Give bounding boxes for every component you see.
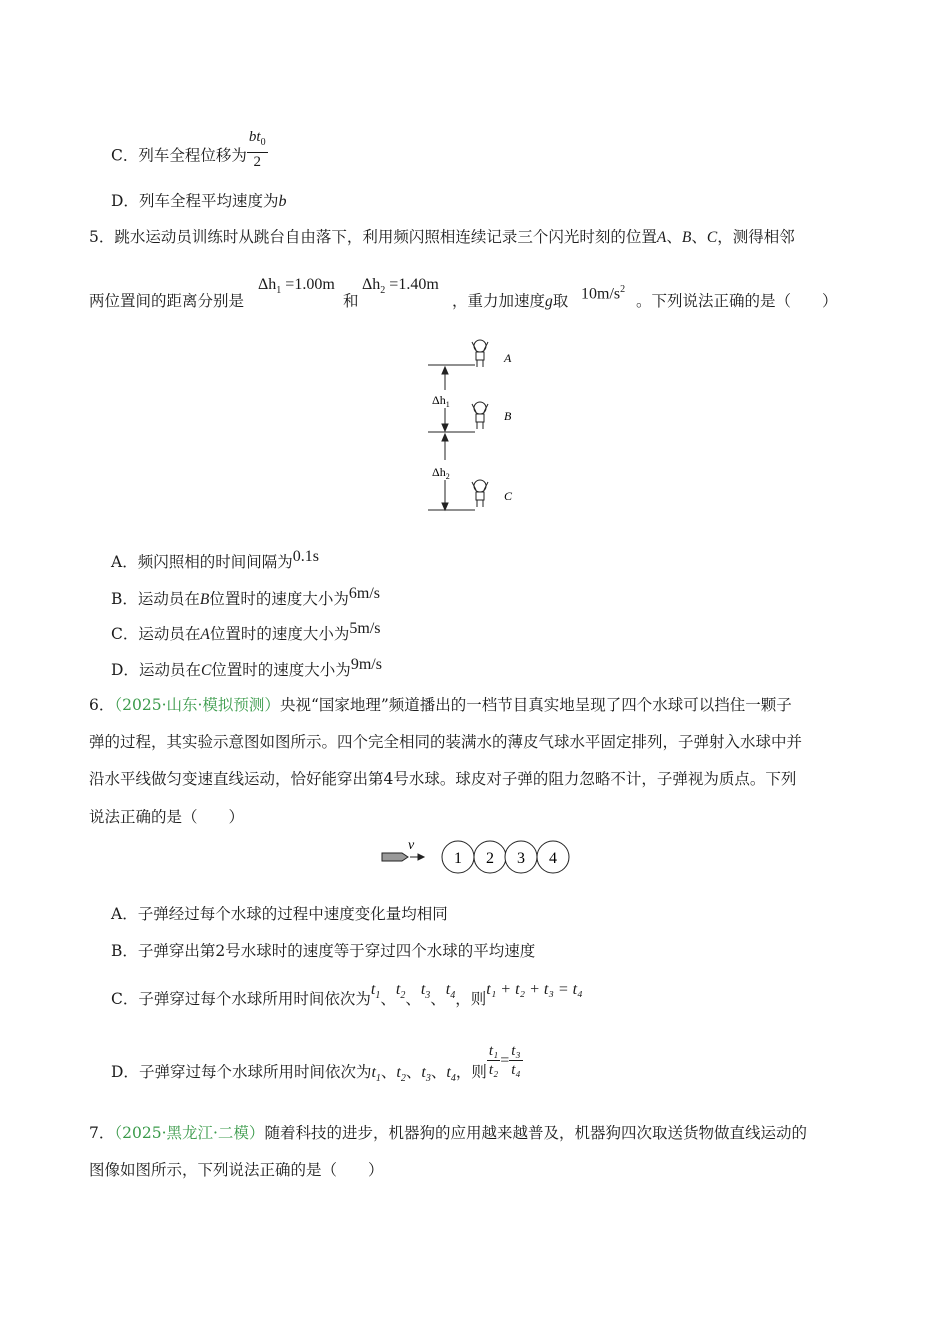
t4: $t_4$ bbox=[445, 981, 456, 1002]
option-text: 子弹经过每个水球的过程中速度变化量均相同 bbox=[137, 905, 448, 923]
value: 10m/s bbox=[581, 285, 621, 303]
q6-stem-line1 bbox=[89, 694, 792, 716]
t2: $t_2$ bbox=[395, 981, 406, 1002]
option-text: ，则 bbox=[455, 990, 487, 1008]
ball-3: 3 bbox=[517, 850, 525, 867]
t3: $t_3$ bbox=[421, 1064, 431, 1085]
velocity-label: v bbox=[408, 838, 415, 853]
q7-stem-line1 bbox=[89, 1122, 807, 1144]
option-label: D． bbox=[111, 661, 139, 679]
option-label: B． bbox=[111, 942, 138, 960]
stem-text: 。下列说法正确的是（ ） bbox=[636, 292, 838, 310]
delta-h: Δh bbox=[258, 276, 277, 293]
option-text: 频闪照相的时间间隔为 bbox=[137, 553, 293, 571]
value: =1.00m bbox=[285, 276, 335, 293]
q5-stem-line2d bbox=[636, 290, 838, 312]
question-number: 5． bbox=[89, 228, 115, 246]
point-label: C bbox=[706, 229, 718, 246]
fraction-right: $\frac{\text{t₃}}{\text{t₄}}$ bbox=[511, 1042, 521, 1078]
option-text: 子弹穿过每个水球所用时间依次为 bbox=[138, 990, 371, 1008]
separator: 、 bbox=[430, 1063, 447, 1081]
delta-h: Δh bbox=[362, 276, 381, 293]
option-label: C． bbox=[111, 146, 139, 165]
stem-text: ，重力加速度 bbox=[452, 292, 546, 310]
frac-denominator: 2 bbox=[253, 154, 261, 170]
stem-text: 两位置间的距离分别是 bbox=[89, 292, 245, 310]
diver-figure bbox=[420, 330, 530, 515]
fraction-left: $\frac{\text{t₁}}{\text{t₂}}$ bbox=[488, 1042, 499, 1078]
ball-2: 2 bbox=[486, 850, 494, 867]
option-label: A． bbox=[111, 553, 138, 571]
t1: $t_1$ bbox=[371, 1064, 381, 1085]
value: =1.40m bbox=[389, 276, 439, 293]
separator: 、 bbox=[405, 1063, 422, 1081]
stem-text: 说法正确的是（ ） bbox=[89, 808, 245, 826]
q6-option-c[interactable] bbox=[111, 981, 583, 1017]
separator: 、 bbox=[691, 228, 707, 246]
stem-text: 随着科技的进步，机器狗的应用越来越普及，机器狗四次取送货物做直线运动的 bbox=[264, 1124, 807, 1142]
q6-stem-line2 bbox=[89, 731, 802, 753]
option-text: 运动员在 bbox=[138, 661, 201, 679]
option-text: 位置时的速度大小为 bbox=[209, 625, 350, 643]
point-label: A bbox=[656, 229, 667, 246]
q4-option-d[interactable] bbox=[111, 190, 286, 213]
point-label: C bbox=[200, 662, 212, 679]
t2: $t_2$ bbox=[396, 1064, 406, 1085]
option-value: 6m/s bbox=[348, 585, 381, 602]
option-label: A． bbox=[111, 905, 138, 923]
option-value: 5m/s bbox=[349, 620, 381, 637]
q5-option-d[interactable] bbox=[111, 656, 382, 682]
stem-text: 取 bbox=[552, 292, 569, 310]
stem-text: ，测得相邻 bbox=[717, 228, 795, 246]
q6-option-d[interactable] bbox=[111, 1042, 523, 1090]
variable: g bbox=[545, 293, 553, 310]
dh2-expression bbox=[362, 274, 439, 302]
option-text: 子弹穿出第2号水球时的速度等于穿过四个水球的平均速度 bbox=[137, 942, 536, 960]
source-tag: （2025·山东·模拟预测） bbox=[114, 696, 280, 714]
point-label: B bbox=[199, 591, 210, 608]
option-text: 列车全程位移为 bbox=[138, 146, 247, 165]
dh1-expression bbox=[258, 274, 335, 302]
option-text: 运动员在 bbox=[137, 590, 200, 608]
subscript: 1 bbox=[276, 285, 282, 297]
stem-text: 弹的过程，其实验示意图如图所示。四个完全相同的装满水的薄皮气球水平固定排列，子弹射入水球中并 bbox=[89, 733, 803, 751]
option-text: ，则 bbox=[455, 1063, 487, 1081]
frac-sub: 0 bbox=[260, 137, 266, 148]
q5-stem-line2 bbox=[89, 290, 244, 312]
q6-option-b[interactable] bbox=[111, 940, 535, 962]
option-value: 9m/s bbox=[350, 656, 382, 673]
option-label: C． bbox=[111, 625, 139, 643]
option-text: 子弹穿过每个水球所用时间依次为 bbox=[138, 1063, 372, 1081]
fraction bbox=[247, 128, 268, 171]
t3: $t_3$ bbox=[420, 981, 431, 1002]
ball-4: 4 bbox=[549, 850, 557, 867]
q5-option-c[interactable] bbox=[111, 620, 381, 646]
q6-option-a[interactable] bbox=[111, 903, 448, 925]
fig-dh1: $\Delta h_1$ bbox=[432, 393, 450, 409]
option-value: 0.1s bbox=[292, 548, 319, 565]
fig-label-b: B bbox=[504, 409, 512, 423]
point-label: A bbox=[200, 626, 210, 643]
subscript: 2 bbox=[380, 285, 386, 297]
option-text: 位置时的速度大小为 bbox=[209, 590, 349, 608]
option-label: D． bbox=[111, 1063, 139, 1081]
q5-option-b[interactable] bbox=[111, 585, 381, 611]
fig-dh2: $\Delta h_2$ bbox=[432, 465, 450, 481]
frac-numerator: bt bbox=[248, 129, 261, 145]
superscript: 2 bbox=[620, 284, 626, 295]
fig-label-c: C bbox=[504, 489, 513, 503]
q5-stem-line1 bbox=[89, 226, 795, 249]
stem-text: 图像如图所示，下列说法正确的是（ ） bbox=[89, 1161, 384, 1179]
water-balls-figure bbox=[378, 836, 573, 878]
option-text: 运动员在 bbox=[138, 625, 201, 643]
source-tag: （2025·黑龙江·二模） bbox=[114, 1124, 265, 1142]
equation: t₁ + t₂ + t₃ = t₄ bbox=[486, 981, 583, 998]
g-value bbox=[581, 279, 625, 305]
q4-option-c[interactable] bbox=[111, 129, 268, 171]
separator: 、 bbox=[380, 1063, 397, 1081]
stem-text: 沿水平线做匀变速直线运动，恰好能穿出第4号水球。球皮对子弹的阻力忽略不计，子弹视为质点。下列 bbox=[89, 770, 797, 788]
fig-label-a: A bbox=[504, 351, 512, 365]
and-text bbox=[343, 290, 359, 312]
q6-stem-line4 bbox=[89, 806, 244, 828]
q5-stem-line2b bbox=[452, 290, 568, 313]
separator: 、 bbox=[405, 990, 421, 1008]
option-text: 列车全程平均速度为 bbox=[138, 192, 279, 210]
conjunction: 和 bbox=[343, 292, 359, 310]
option-label: B． bbox=[111, 590, 138, 608]
option-label: D． bbox=[111, 192, 139, 210]
variable: b bbox=[278, 193, 287, 210]
stem-text: 央视“国家地理”频道播出的一档节目真实地呈现了四个水球可以挡住一颗子 bbox=[279, 696, 792, 714]
separator: 、 bbox=[380, 990, 396, 1008]
t1: $t_1$ bbox=[370, 981, 381, 1002]
equals: = bbox=[500, 1052, 510, 1069]
option-label: C． bbox=[111, 990, 139, 1008]
stem-text: 跳水运动员训练时从跳台自由落下，利用频闪照相连续记录三个闪光时刻的位置 bbox=[114, 228, 657, 246]
q7-stem-line2 bbox=[89, 1159, 384, 1181]
q6-stem-line3 bbox=[89, 768, 796, 790]
question-number: 7． bbox=[89, 1124, 115, 1142]
separator: 、 bbox=[430, 990, 446, 1008]
t4: $t_4$ bbox=[446, 1064, 456, 1085]
option-text: 位置时的速度大小为 bbox=[211, 661, 351, 679]
q5-option-a[interactable] bbox=[111, 548, 319, 574]
question-number: 6． bbox=[89, 696, 115, 714]
point-label: B bbox=[681, 229, 692, 246]
ball-1: 1 bbox=[454, 850, 462, 867]
separator: 、 bbox=[666, 228, 682, 246]
